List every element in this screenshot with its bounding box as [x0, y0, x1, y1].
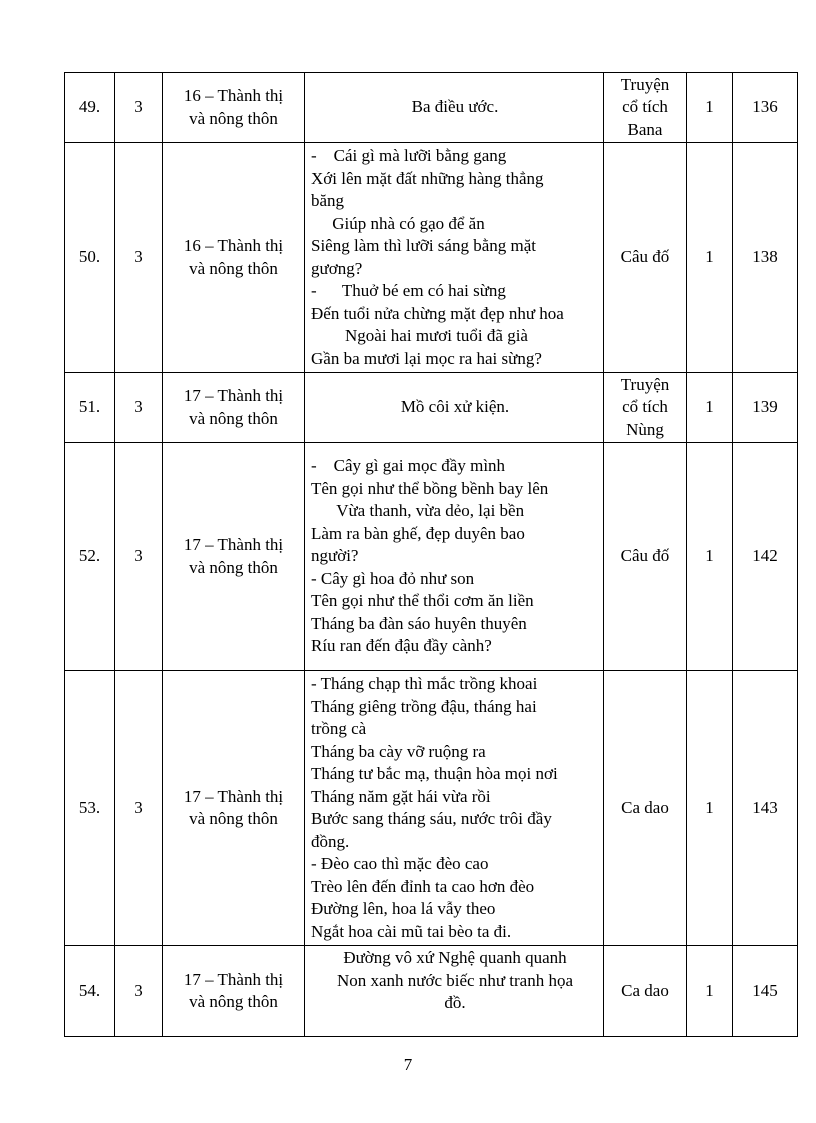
page-ref: 139	[733, 373, 798, 443]
grade: 3	[115, 73, 163, 143]
page-ref: 142	[733, 443, 798, 671]
row-number: 49.	[65, 73, 115, 143]
grade: 3	[115, 443, 163, 671]
row-number: 50.	[65, 143, 115, 373]
table-row	[65, 443, 798, 671]
topic: 17 – Thành thị và nông thôn	[163, 671, 305, 946]
row-number: 51.	[65, 373, 115, 443]
content: - Cây gì gai mọc đầy mình Tên gọi như thể bồng bềnh bay lên Vừa thanh, vừa dẻo, lại bền Làm ra bàn ghế, đẹp duyên bao người? - Cây gì hoa đỏ như son Tên gọi như thể thổi cơm ăn liền Tháng ba đàn sáo huyên thuyên Ríu ran đến đậu đầy cành?	[305, 443, 604, 671]
periods: 1	[687, 73, 733, 143]
topic: 16 – Thành thị và nông thôn	[163, 73, 305, 143]
content: Ba điều ước.	[305, 73, 604, 143]
topic: 16 – Thành thị và nông thôn	[163, 143, 305, 373]
genre: Câu đố	[604, 143, 687, 373]
periods: 1	[687, 946, 733, 1037]
lesson-table	[64, 72, 798, 1037]
grade: 3	[115, 373, 163, 443]
periods: 1	[687, 671, 733, 946]
row-number: 53.	[65, 671, 115, 946]
topic: 17 – Thành thị và nông thôn	[163, 946, 305, 1037]
genre: Ca dao	[604, 946, 687, 1037]
grade: 3	[115, 946, 163, 1037]
row-number: 52.	[65, 443, 115, 671]
content: - Tháng chạp thì mắc trồng khoai Tháng giêng trồng đậu, tháng hai trồng cà Tháng ba cày vỡ ruộng ra Tháng tư bắc mạ, thuận hòa mọi nơi Tháng năm gặt hái vừa rồi Bước sang tháng sáu, nước trôi đầy đồng. - Đèo cao thì mặc đèo cao Trèo lên đến đỉnh ta cao hơn đèo Đường lên, hoa lá vẫy theo Ngắt hoa cài mũ tai bèo ta đi.	[305, 671, 604, 946]
periods: 1	[687, 373, 733, 443]
table-row	[65, 671, 798, 946]
topic: 17 – Thành thị và nông thôn	[163, 443, 305, 671]
genre: Truyện cổ tích Bana	[604, 73, 687, 143]
page-ref: 143	[733, 671, 798, 946]
page-number: 7	[403, 1055, 413, 1074]
grade: 3	[115, 143, 163, 373]
genre: Câu đố	[604, 443, 687, 671]
table-row	[65, 373, 798, 443]
content: - Cái gì mà lưỡi bằng gang Xới lên mặt đất những hàng thẳng băng Giúp nhà có gạo để ăn Siêng làm thì lưỡi sáng bằng mặt gương? - Thuở bé em có hai sừng Đến tuổi nửa chừng mặt đẹp như hoa Ngoài hai mươi tuổi đã già Gần ba mươi lại mọc ra hai sừng?	[305, 143, 604, 373]
page-ref: 145	[733, 946, 798, 1037]
content: Mồ côi xử kiện.	[305, 373, 604, 443]
periods: 1	[687, 143, 733, 373]
grade: 3	[115, 671, 163, 946]
content: Đường vô xứ Nghệ quanh quanh Non xanh nước biếc như tranh họa đồ.	[305, 946, 604, 1037]
topic: 17 – Thành thị và nông thôn	[163, 373, 305, 443]
genre: Ca dao	[604, 671, 687, 946]
table-row	[65, 73, 798, 143]
row-number: 54.	[65, 946, 115, 1037]
page-ref: 136	[733, 73, 798, 143]
genre: Truyện cổ tích Nùng	[604, 373, 687, 443]
periods: 1	[687, 443, 733, 671]
page-ref: 138	[733, 143, 798, 373]
table-row	[65, 143, 798, 373]
table-row	[65, 946, 798, 1037]
